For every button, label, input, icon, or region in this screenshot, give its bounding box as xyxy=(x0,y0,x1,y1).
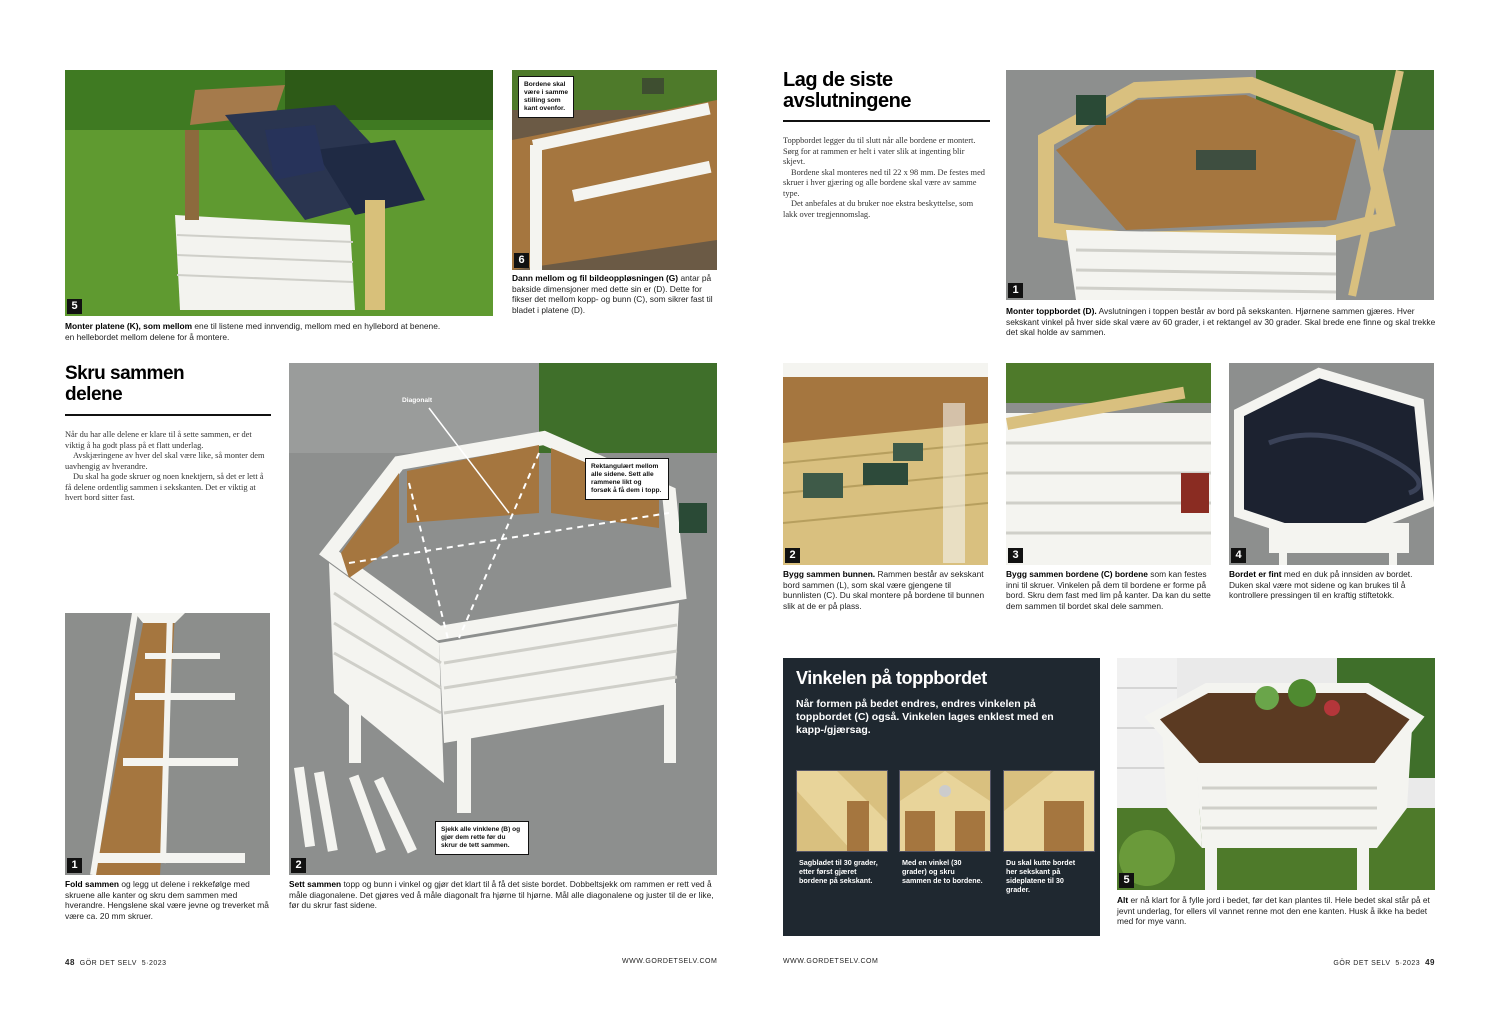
caption-right-photo-1 xyxy=(1006,306,1436,338)
photo-right-step-1-topframe xyxy=(1006,70,1434,300)
info-step-2-text: Med en vinkel (30 grader) og skru sammen de to bordene. xyxy=(902,858,983,885)
right-heading-line2: avslutningene xyxy=(783,90,911,112)
photo-right-step-4-liner xyxy=(1229,363,1434,565)
section-heading-line1: Skru sammen xyxy=(65,363,185,384)
caption-lead: Dann mellom og fil bildeoppløsningen (G) xyxy=(512,273,679,283)
caption-text: som kan festes inni til skruer. Vinkelen på dem til bordene er forme på bord. Skru dem fast med lim på kanter. Da kan du sette dem sammen til bordet skal dele sammen. xyxy=(1006,569,1211,611)
photo-step-1-frame-ground xyxy=(65,613,270,875)
info-image-3 xyxy=(1003,770,1095,852)
caption-text: med en duk på innsiden av bordet. Duken skal være mot sidene og kan brukes til å kontrollere pressingen til en kraftig stiftetokk. xyxy=(1229,569,1413,601)
caption-lead: Bordet er fint xyxy=(1229,569,1282,579)
photo-step-6-frame xyxy=(512,70,717,270)
right-heading-line1: Lag de siste xyxy=(783,69,893,91)
footer-brand: GÖR DET SELV xyxy=(79,960,137,967)
page-number: 48 xyxy=(65,958,75,967)
footer-url-right[interactable]: WWW.GORDETSELV.COM xyxy=(783,958,879,965)
heading-rule xyxy=(783,120,990,122)
footer-left xyxy=(65,958,167,967)
step-number: 5 xyxy=(1119,873,1134,888)
callout-bottom: Sjekk alle vinklene (B) og gjør dem rette før du skrur de tett sammen. xyxy=(435,821,529,855)
callout-diagonal: Diagonalt xyxy=(402,397,433,404)
caption-photo-2 xyxy=(289,879,719,911)
info-step-1-text: Sagbladet til 30 grader, etter først gjæret bordene på sekskant. xyxy=(799,858,878,885)
body-paragraph: Det anbefales at du bruker noe ekstra beskyttelse, som lakk over tregjennomslag. xyxy=(783,199,974,219)
caption-text-line2: en hellebordet mellom delene for å montere. xyxy=(65,331,230,342)
body-paragraph: Bordene skal monteres ned til 22 x 98 mm. De festes med skruer i hver gjæring og alle bordene skal være av samme type. xyxy=(783,167,985,198)
caption-right-photo-5 xyxy=(1117,895,1437,927)
step-number: 3 xyxy=(1008,548,1023,563)
section-heading xyxy=(65,363,184,405)
caption-text: antar på bakside dimensjoner med dette sin er (D). Dette for fikser det mellom kopp- og bunn (C), xyxy=(512,273,712,305)
caption-photo-5 xyxy=(65,321,495,342)
caption-lead: Monter platene (K), som mellom xyxy=(65,321,193,331)
callout-photo-6: Bordene skal være i samme stilling som kant ovenfor. xyxy=(518,76,574,118)
info-image-2 xyxy=(899,770,991,852)
caption-text: ene til listene med innvendig, mellom med en hyllebord at benene. xyxy=(194,321,441,331)
caption-lead: Monter toppbordet (D). xyxy=(1006,306,1097,316)
section-body xyxy=(65,430,270,504)
photo-right-step-5-finished xyxy=(1117,658,1435,890)
photo-step-5-lawn xyxy=(65,70,493,316)
step-number: 2 xyxy=(291,858,306,873)
caption-right-photo-4 xyxy=(1229,569,1437,601)
caption-right-photo-3 xyxy=(1006,569,1214,611)
photo-right-step-2-bottom xyxy=(783,363,988,565)
footer-right xyxy=(1333,958,1435,967)
body-paragraph: Når du har alle delene er klare til å sette sammen, er det viktig å ha godt plass på et flatt underlag. xyxy=(65,430,252,450)
photo-step-2-hexagon xyxy=(289,363,717,875)
caption-lead: Fold sammen xyxy=(65,879,119,889)
info-box-angle xyxy=(783,658,1100,936)
body-paragraph: Avskjæringene av hver del skal være like, så monter dem uavhengig av hverandre. xyxy=(65,451,265,471)
body-paragraph: Toppbordet legger du til slutt når alle bordene er montert. Sørg for at rammen er helt i vater slik at ingenting blir skjevt. xyxy=(783,136,976,166)
footer-url-left[interactable]: WWW.GORDETSELV.COM xyxy=(622,958,718,965)
info-step-3-text: Du skal kutte bordet her sekskant på sideplatene til 30 grader. xyxy=(1006,858,1076,894)
caption-text: Rammen består av sekskant bord sammen (L), som skal være gjengene til bunnlisten (C). Du skal montere på bordene til bunnen slik at de er på plass. xyxy=(783,569,985,611)
page-number: 49 xyxy=(1425,958,1435,967)
right-intro xyxy=(783,136,988,220)
caption-lead: Bygg sammen bordene (C) bordene xyxy=(1006,569,1148,579)
caption-text: og legg ut delene i rekkefølge med skruene alle kanter og skru dem sammen med hverandre. Hengslene skal være jevne og treverket må være ca. 20 mm skruer. xyxy=(65,879,269,921)
caption-lead: Bygg sammen bunnen. xyxy=(783,569,876,579)
info-image-1 xyxy=(796,770,888,852)
step-number: 2 xyxy=(785,548,800,563)
caption-photo-6 xyxy=(512,273,722,315)
photo-right-step-3-sides xyxy=(1006,363,1211,565)
caption-text-line2: som sikrer fast til bladet i platene (D). xyxy=(512,294,713,315)
callout-right: Rektangulært mellom alle sidene. Sett alle rammene likt og forsøk å få dem i topp. xyxy=(585,458,669,500)
caption-photo-1 xyxy=(65,879,275,921)
caption-text: Avslutningen i toppen består av bord på sekskanten. Hjørnene sammen gjæres. Hver sekskant vinkel på hver side skal være av 60 grader, i et rektangel av 30 grader. Skal brede ene finne og skal trekke det skal holde av sammen. xyxy=(1006,306,1436,338)
step-number: 5 xyxy=(67,299,82,314)
step-number: 1 xyxy=(1008,283,1023,298)
step-number: 6 xyxy=(514,253,529,268)
caption-lead: Alt xyxy=(1117,895,1129,905)
step-number: 4 xyxy=(1231,548,1246,563)
info-box-lead: Når formen på bedet endres, endres vinkelen på toppbordet (C) også. Vinkelen lages enklest med en kapp-/gjærsag. xyxy=(796,698,1054,736)
body-paragraph: Du skal ha gode skruer og noen knektjern, så det er lett å få delene ordentlig sammen i sekskanten. Det er viktig at hvert bord sitter fast. xyxy=(65,472,264,502)
caption-right-photo-2 xyxy=(783,569,991,611)
info-box-title: Vinkelen på toppbordet xyxy=(796,668,987,688)
footer-brand: GÖR DET SELV xyxy=(1333,960,1391,967)
caption-text: topp og bunn i vinkel og gjør det klart til å få det siste bordet. Dobbeltsjekk om rammen er rett ved å måle diagonalene. Det gjøres ved å måle diagonalt fra hjørne til hjørne. Mål alle diagonalene og juster til de er like, før du skrur fast sidene. xyxy=(289,879,714,911)
right-heading xyxy=(783,70,911,112)
heading-rule xyxy=(65,414,271,416)
step-number: 1 xyxy=(67,858,82,873)
section-heading-line2: delene xyxy=(65,384,123,405)
caption-text: er nå klart for å fylle jord i bedet, før det kan plantes til. Hele bedet skal står på et jevnt underlag, for ellers vil vannet renne mot den ene kanten. Husk å ikke ha bedet med for mye vann. xyxy=(1117,895,1430,927)
footer-issue: 5·2023 xyxy=(141,960,167,967)
footer-issue: 5·2023 xyxy=(1395,960,1421,967)
caption-lead: Sett sammen xyxy=(289,879,342,889)
